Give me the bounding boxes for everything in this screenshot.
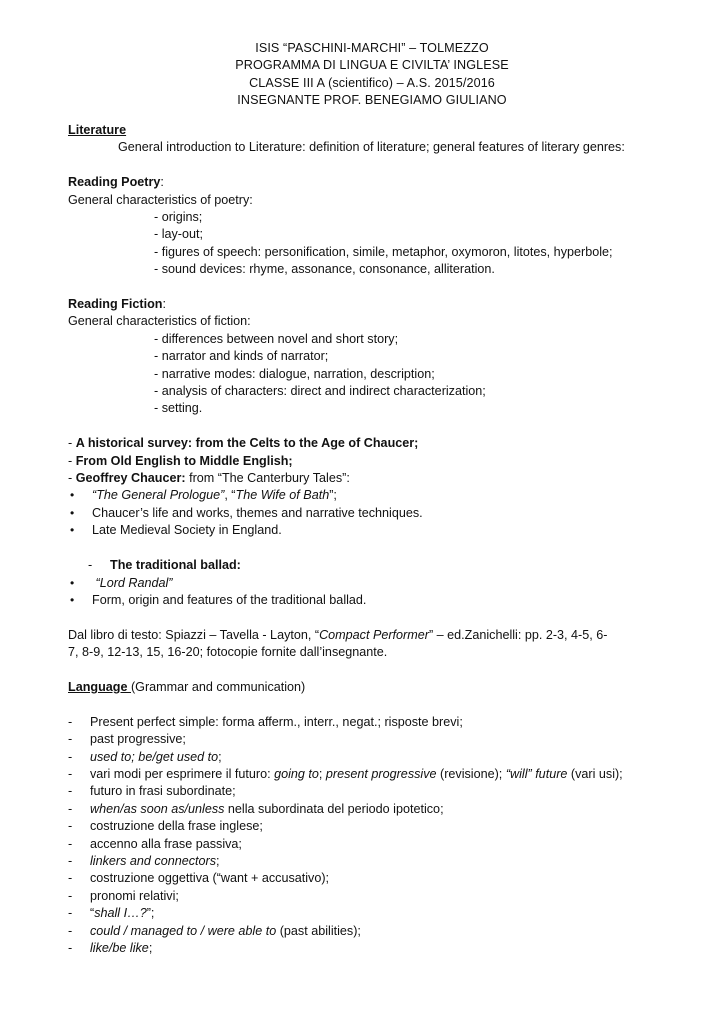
language-item-text: Present perfect simple: forma afferm., interr., negat.; risposte brevi; bbox=[90, 714, 463, 729]
class-year: CLASSE III A (scientifico) – A.S. 2015/2016 bbox=[249, 75, 495, 90]
poetry-heading-line: Reading Poetry: bbox=[68, 175, 164, 190]
list-dash: - bbox=[68, 801, 73, 816]
chaucer-name: Geoffrey Chaucer: bbox=[75, 471, 186, 486]
history-survey: A historical survey: from the Celts to the Age of Chaucer; bbox=[75, 436, 419, 451]
language-item-text: (past abilities); bbox=[276, 923, 361, 938]
poetry-item: - lay-out; bbox=[154, 227, 203, 242]
language-item-text: (vari usi); bbox=[567, 766, 623, 781]
textbook-line-2: 7, 8-9, 12-13, 15, 16-20; fotocopie fornite dall’insegnante. bbox=[68, 645, 388, 660]
chaucer-line: - Geoffrey Chaucer: from “The Canterbury Tales”: bbox=[68, 471, 350, 486]
fiction-item: - setting. bbox=[154, 401, 203, 416]
fiction-item: - narrator and kinds of narrator; bbox=[154, 349, 329, 364]
language-heading: Language bbox=[68, 679, 131, 694]
history-survey-line: - A historical survey: from the Celts to the Age of Chaucer; bbox=[68, 436, 419, 451]
textbook-title: Compact Performer bbox=[319, 627, 429, 642]
language-item-text: vari modi per esprimere il futuro: bbox=[90, 766, 275, 781]
list-dash: - bbox=[68, 906, 73, 921]
chaucer-bullet: •Late Medieval Society in England. bbox=[68, 522, 668, 539]
language-item-text: “ bbox=[90, 906, 95, 921]
chaucer-bullet: •Chaucer’s life and works, themes and narrative techniques. bbox=[68, 505, 668, 522]
bullet-icon bbox=[68, 505, 92, 522]
literature-heading: Literature bbox=[68, 123, 127, 137]
program-title: PROGRAMMA DI LINGUA E CIVILTA’ INGLESE bbox=[235, 58, 509, 73]
teacher-name: INSEGNANTE PROF. BENEGIAMO GIULIANO bbox=[237, 93, 507, 108]
language-item-text: pronomi relativi; bbox=[90, 888, 179, 903]
poetry-item: - origins; bbox=[154, 210, 203, 225]
poetry-heading: Reading Poetry bbox=[68, 175, 161, 190]
chaucer-bullet: •“The General Prologue”, “The Wife of Bath”; bbox=[68, 487, 668, 504]
list-dash: - bbox=[68, 836, 73, 851]
language-item-text: shall I…? bbox=[94, 906, 147, 921]
language-item-text: present progressive bbox=[325, 766, 437, 781]
language-item bbox=[68, 853, 668, 870]
list-dash: - bbox=[68, 819, 73, 834]
language-item bbox=[68, 714, 668, 731]
ballad-heading-line: - The traditional ballad: bbox=[88, 558, 241, 573]
language-item-text: when/as soon as/unless bbox=[90, 801, 225, 816]
bullet-icon bbox=[68, 522, 92, 539]
document-body bbox=[68, 122, 668, 957]
literature-intro: General introduction to Literature: definition of literature; general features of literary genres: bbox=[118, 140, 625, 155]
ballad-bullet: •Form, origin and features of the traditional ballad. bbox=[68, 592, 668, 609]
list-dash: - bbox=[68, 940, 73, 955]
language-item bbox=[68, 731, 668, 748]
language-item-text: past progressive; bbox=[90, 732, 186, 747]
language-item bbox=[68, 749, 668, 766]
ballad-heading: The traditional ballad: bbox=[110, 558, 241, 573]
list-dash: - bbox=[68, 784, 73, 799]
old-english-heading: From Old English to Middle English; bbox=[75, 453, 293, 468]
language-subheading: (Grammar and communication) bbox=[130, 679, 306, 694]
fiction-item: - narrative modes: dialogue, narration, description; bbox=[154, 366, 435, 381]
language-item-text: linkers and connectors bbox=[90, 853, 217, 868]
fiction-heading: Reading Fiction bbox=[68, 297, 163, 312]
literature-section bbox=[68, 122, 668, 139]
language-item bbox=[68, 870, 668, 887]
language-item-text: nella subordinata del periodo ipotetico; bbox=[224, 801, 444, 816]
document-header bbox=[0, 40, 724, 110]
fiction-intro: General characteristics of fiction: bbox=[68, 314, 251, 329]
list-dash: - bbox=[68, 853, 73, 868]
list-dash: - bbox=[68, 749, 73, 764]
bullet-icon bbox=[68, 487, 92, 504]
list-dash: - bbox=[68, 732, 73, 747]
language-item bbox=[68, 818, 668, 835]
textbook-line-1: Dal libro di testo: Spiazzi – Tavella - Layton, “Compact Performer” – ed.Zanichelli: pp. 2-3, 4-5, 6- bbox=[68, 627, 608, 642]
language-item-text: accenno alla frase passiva; bbox=[90, 836, 242, 851]
fiction-item: - differences between novel and short story; bbox=[154, 331, 399, 346]
fiction-item: - analysis of characters: direct and indirect characterization; bbox=[154, 384, 486, 399]
language-item-text: like/be like bbox=[90, 940, 149, 955]
language-item bbox=[68, 783, 668, 800]
language-item-text: ; bbox=[148, 940, 153, 955]
poetry-item: - sound devices: rhyme, assonance, consonance, alliteration. bbox=[154, 262, 495, 277]
poetry-item: - figures of speech: personification, simile, metaphor, oxymoron, litotes, hyperbole; bbox=[154, 244, 613, 259]
list-dash: - bbox=[68, 871, 73, 886]
list-dash: - bbox=[68, 888, 73, 903]
bullet-icon bbox=[68, 592, 92, 609]
language-item-text: futuro in frasi subordinate; bbox=[90, 784, 236, 799]
school-name: ISIS “PASCHINI-MARCHI” – TOLMEZZO bbox=[255, 41, 489, 55]
language-item bbox=[68, 766, 668, 783]
language-heading-line bbox=[68, 679, 668, 696]
ballad-bullet: • “Lord Randal” bbox=[68, 575, 668, 592]
language-item-text: ; bbox=[218, 749, 222, 764]
language-item-text: going to bbox=[274, 766, 319, 781]
language-item bbox=[68, 905, 668, 922]
fiction-heading-line: Reading Fiction: bbox=[68, 297, 166, 312]
list-dash: - bbox=[68, 923, 73, 938]
language-item bbox=[68, 801, 668, 818]
language-item-text: costruzione della frase inglese; bbox=[90, 819, 263, 834]
language-item-text: “will” future bbox=[505, 766, 568, 781]
language-item-text: ; bbox=[216, 853, 220, 868]
language-item-text: ”; bbox=[146, 906, 155, 921]
language-item bbox=[68, 940, 668, 957]
language-item-text: costruzione oggettiva (“want + accusativo); bbox=[90, 871, 330, 886]
language-item-text: used to; be/get used to bbox=[90, 749, 219, 764]
language-item bbox=[68, 888, 668, 905]
list-dash: - bbox=[68, 714, 73, 729]
language-item bbox=[68, 923, 668, 940]
bullet-icon bbox=[68, 575, 92, 592]
list-dash: - bbox=[68, 766, 73, 781]
old-english-line: - From Old English to Middle English; bbox=[68, 453, 293, 468]
language-item-text: (revisione); bbox=[436, 766, 506, 781]
poetry-intro: General characteristics of poetry: bbox=[68, 192, 253, 207]
language-item-text: could / managed to / were able to bbox=[90, 923, 277, 938]
language-item-text: ; bbox=[318, 766, 326, 781]
language-list bbox=[68, 714, 668, 958]
language-item bbox=[68, 836, 668, 853]
